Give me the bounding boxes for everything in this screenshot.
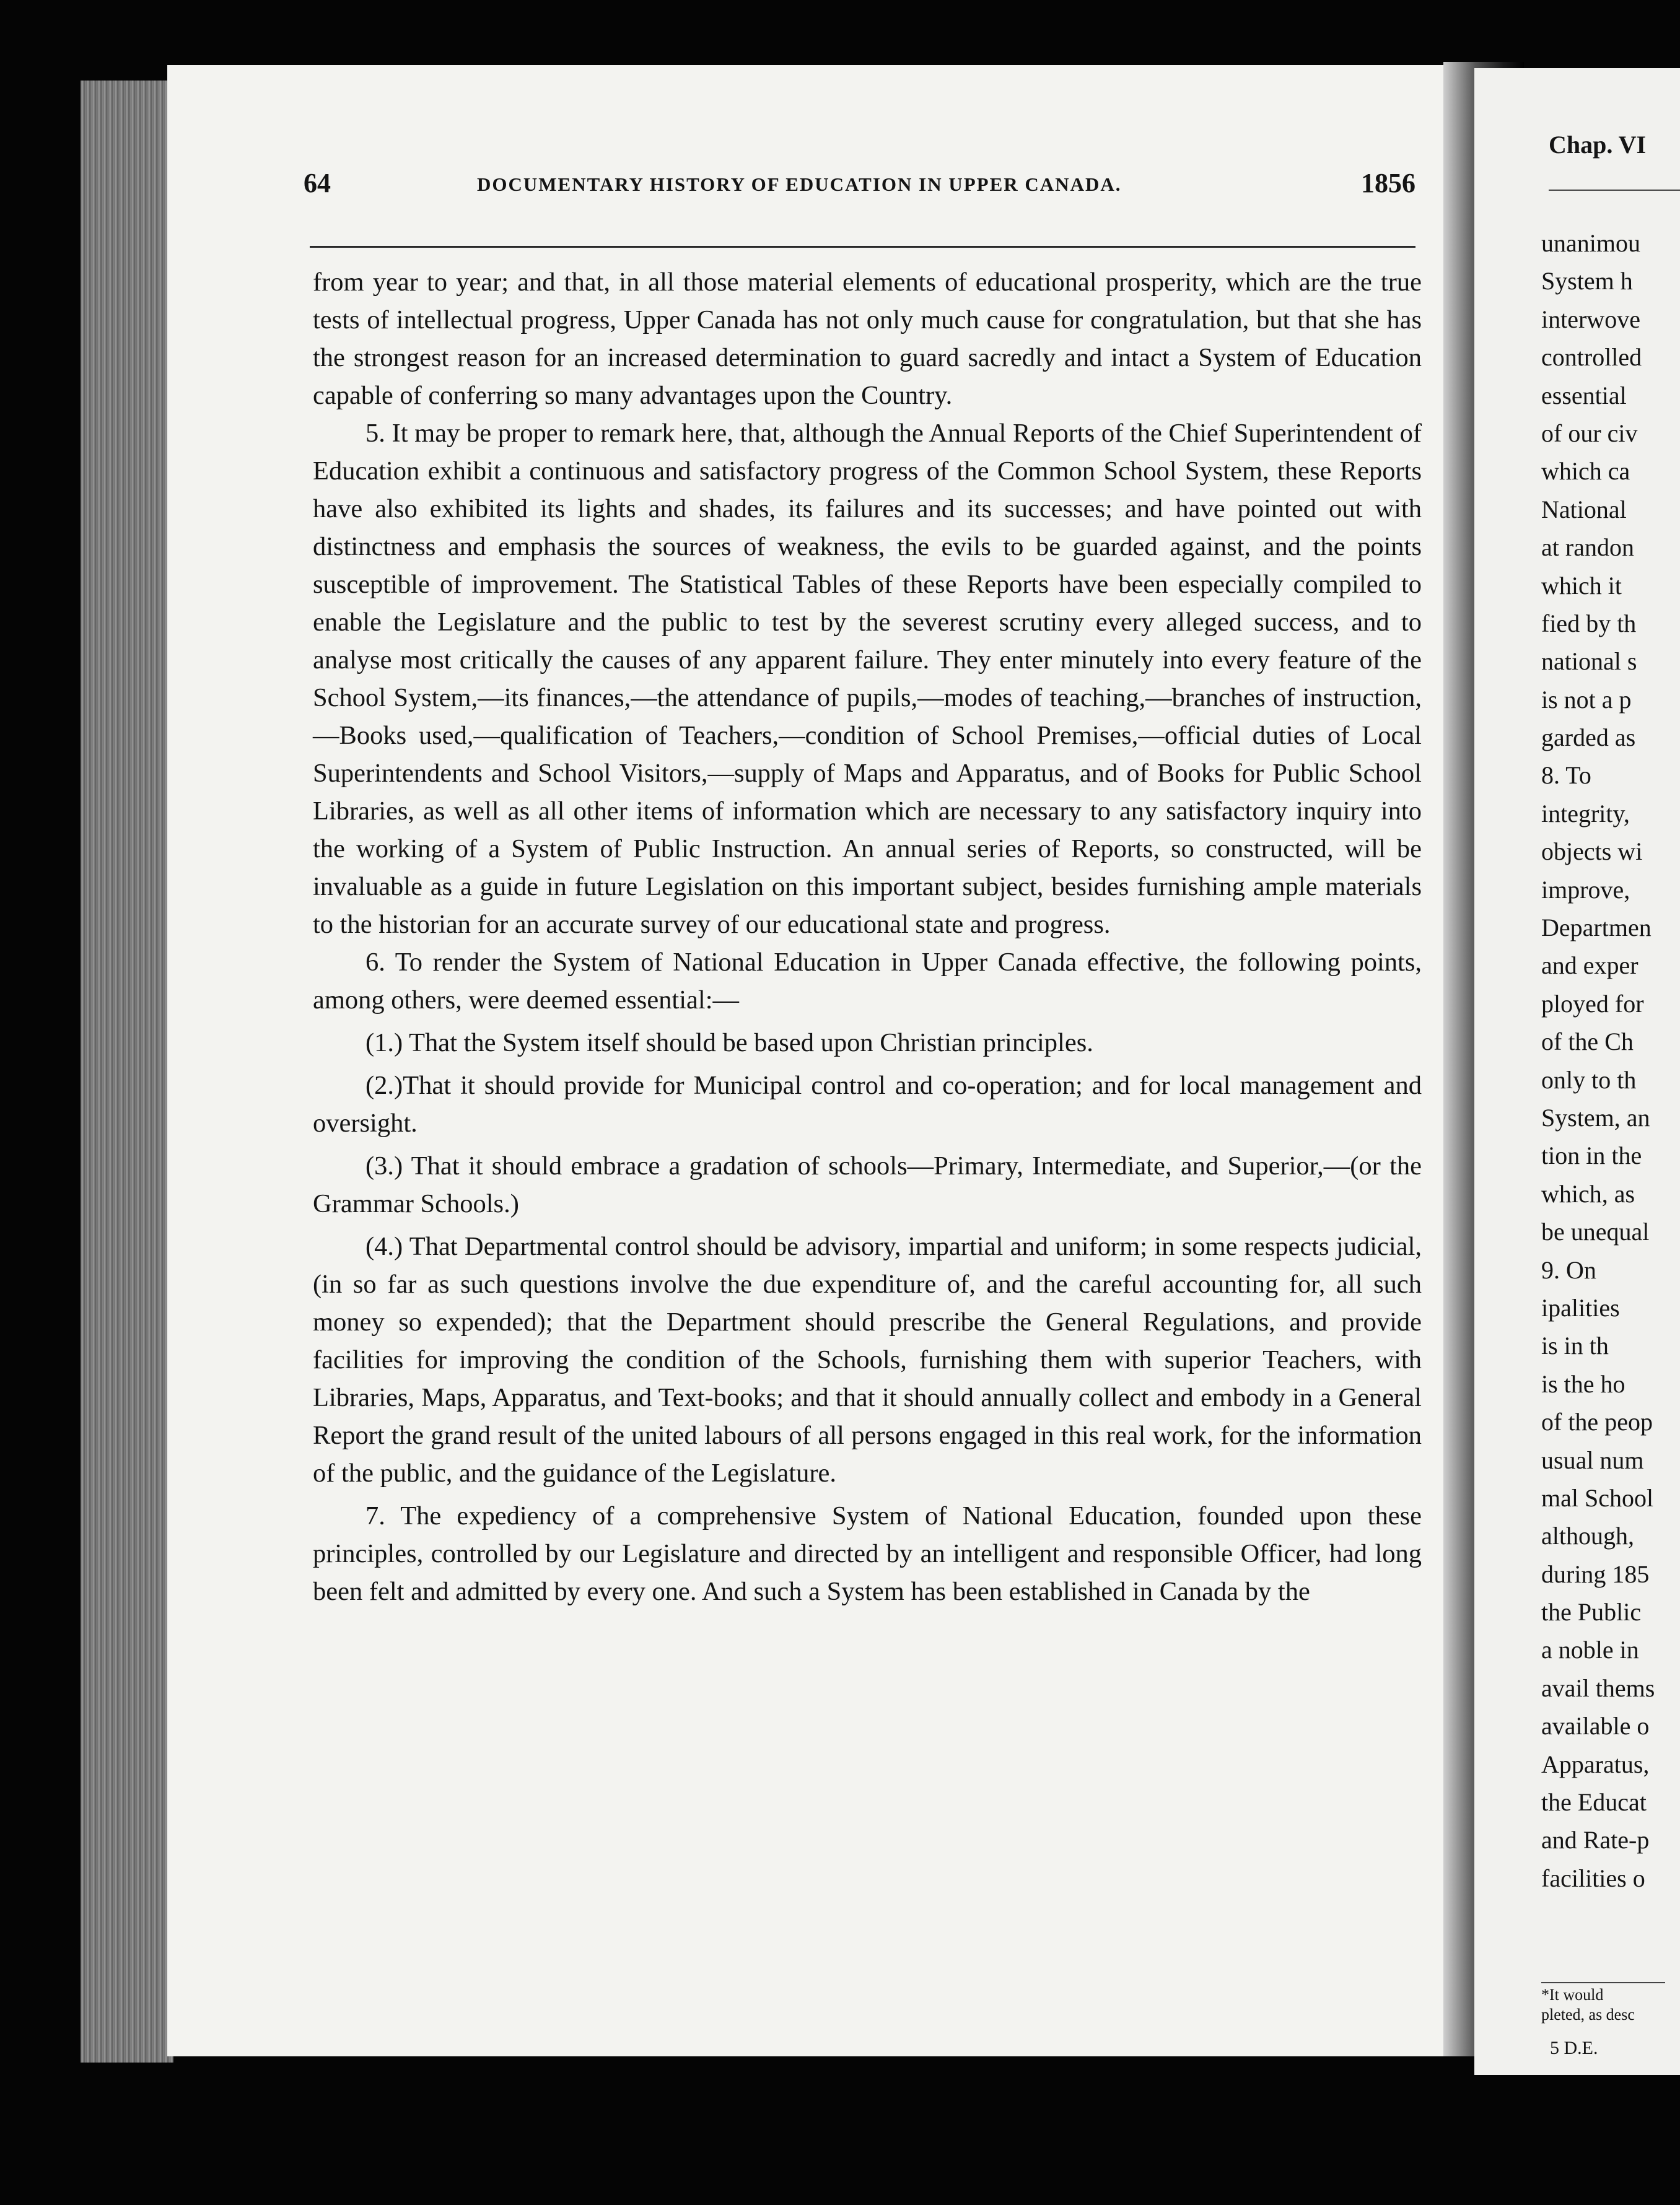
right-page-line: objects wi xyxy=(1541,837,1643,866)
paragraph-7: 7. The expediency of a comprehensive System of National Education, founded upon these principles, controlled by our Legislature and directed by an intelligent and responsible Officer, had long been felt and admitted by every one. And such a System has been established in Canada by the xyxy=(313,1501,1422,1606)
right-page-footnote-line: pleted, as desc xyxy=(1541,2006,1635,2024)
right-page-line: 9. On xyxy=(1541,1255,1596,1284)
right-page-line: available o xyxy=(1541,1712,1650,1740)
right-page-line: and exper xyxy=(1541,951,1638,980)
right-page-line: although, xyxy=(1541,1522,1634,1550)
right-page xyxy=(1474,68,1680,2075)
right-page-line: of the Ch xyxy=(1541,1028,1634,1056)
right-page-line: improve, xyxy=(1541,875,1630,904)
right-page-footnote xyxy=(1541,1985,1635,2025)
right-page-line: which it xyxy=(1541,571,1622,600)
right-page-line: ipalities xyxy=(1541,1293,1620,1322)
right-page-line: which ca xyxy=(1541,457,1630,486)
right-page-line: National xyxy=(1541,495,1627,523)
right-page-line: national s xyxy=(1541,647,1637,676)
point-3: (3.) That it should embrace a gradation of schools—Primary, Intermediate, and Superior,—(or the Grammar Schools.) xyxy=(313,1151,1422,1218)
right-page-line: Apparatus, xyxy=(1541,1750,1650,1778)
page-number: 64 xyxy=(304,168,331,198)
right-page-text xyxy=(1541,224,1655,1897)
right-page-line: 8. To xyxy=(1541,761,1591,790)
paragraph-continuation: from year to year; and that, in all those material elements of educational prosperity, which are the true tests of intellectual progress, Upper Canada has not only much cause for congratulation, but that she has the strongest reason for an increased determination to guard sacredly and intact a System of Education capable of conferring so many advantages upon the Country. xyxy=(313,268,1422,410)
right-page-line: System, an xyxy=(1541,1103,1650,1132)
right-page-footnote-rule xyxy=(1541,1982,1665,1983)
right-page-line: tion in the xyxy=(1541,1142,1642,1170)
right-page-line: Departmen xyxy=(1541,914,1652,942)
header-year: 1856 xyxy=(1361,168,1415,198)
right-page-line: of our civ xyxy=(1541,419,1638,447)
right-page-line: which, as xyxy=(1541,1179,1635,1208)
right-page-line: controlled xyxy=(1541,343,1642,372)
right-page-line: integrity, xyxy=(1541,799,1630,827)
right-page-line: essential xyxy=(1541,381,1627,409)
right-page-line: avail thems xyxy=(1541,1674,1655,1702)
right-page-line: unanimou xyxy=(1541,229,1640,257)
right-page-line: and Rate-p xyxy=(1541,1826,1650,1854)
right-page-line: of the peop xyxy=(1541,1408,1653,1436)
right-page-signature: 5 D.E. xyxy=(1550,2038,1598,2058)
right-page-line: interwove xyxy=(1541,305,1640,333)
right-page-line: be unequal xyxy=(1541,1218,1650,1246)
right-page-line: garded as xyxy=(1541,723,1636,752)
right-page-line: facilities o xyxy=(1541,1864,1645,1892)
point-1: (1.) That the System itself should be based upon Christian principles. xyxy=(365,1028,1093,1057)
header-rule xyxy=(310,246,1415,248)
right-page-line: mal School xyxy=(1541,1483,1654,1512)
point-4: (4.) That Departmental control should be advisory, impartial and uniform; in some respects judicial, (in so far as such questions involve the due expenditure of, and the careful accounting for, all such money so expended); that the Department should prescribe the General Regulations, and provide facilities for improving the condition of the Schools, furnishing them with superior Teachers, with Libraries, Maps, Apparatus, and Text-books; and that it should annually collect and embody in a General Report the grand result of the united labours of all persons engaged in this real work, for the information of the public, and the guidance of the Legislature. xyxy=(313,1232,1422,1488)
right-page-footnote-line: *It would xyxy=(1541,1986,1604,2004)
right-page-line: fied by th xyxy=(1541,609,1637,637)
right-page-line: System h xyxy=(1541,267,1633,295)
right-page-line: ployed for xyxy=(1541,989,1644,1018)
right-page-line: at randon xyxy=(1541,533,1634,562)
right-page-line: the Public xyxy=(1541,1598,1642,1626)
running-title: DOCUMENTARY HISTORY OF EDUCATION IN UPPER CANADA. xyxy=(477,173,1122,195)
paragraph-5: 5. It may be proper to remark here, that, although the Annual Reports of the Chief Superintendent of Education exhibit a continuous and satisfactory progress of the Common School System, these Reports have also exhibited its lights and shades, its failures and its successes; and have pointed out with distinctness and emphasis the sources of weakness, the evils to be guarded against, and the points susceptible of improvement. The Statistical Tables of these Reports have been especially compiled to enable the Legislature and the public to test by the severest scrutiny every alleged success, and to analyse most critically the causes of any apparent failure. They enter minutely into every feature of the School System,—its finances,—the attendance of pupils,—modes of teaching,—branches of instruction,—Books used,—qualification of Teachers,—condition of School Premises,—official duties of Local Superintendents and School Visitors,—supply of Maps and Apparatus, and of Books for Public School Libraries, as well as all other items of information which are necessary to any satisfactory inquiry into the working of a System of Public Instruction. An annual series of Reports, so constructed, will be invaluable as a guide in future Legislation on this important subject, besides furnishing ample materials to the historian for an accurate survey of our educational state and progress. xyxy=(313,419,1422,939)
right-page-chapter-header: Chap. VI xyxy=(1549,131,1647,159)
paragraph-6: 6. To render the System of National Education in Upper Canada effective, the following points, among others, were deemed essential:— xyxy=(313,948,1422,1015)
right-page-line: is in th xyxy=(1541,1332,1609,1360)
right-page-line: usual num xyxy=(1541,1446,1644,1474)
right-page-line: is the ho xyxy=(1541,1369,1625,1398)
right-page-line: the Educat xyxy=(1541,1788,1647,1817)
point-2: (2.)That it should provide for Municipal control and co-operation; and for local management and oversight. xyxy=(313,1071,1422,1138)
right-page-header-rule xyxy=(1549,190,1680,191)
right-page-line: during 185 xyxy=(1541,1560,1650,1588)
page-stack-edge xyxy=(81,81,173,2063)
right-page-line: is not a p xyxy=(1541,685,1632,714)
page-header xyxy=(304,167,1415,204)
right-page-line: a noble in xyxy=(1541,1636,1639,1664)
body-text xyxy=(313,263,1422,1610)
right-page-line: only to th xyxy=(1541,1065,1637,1094)
